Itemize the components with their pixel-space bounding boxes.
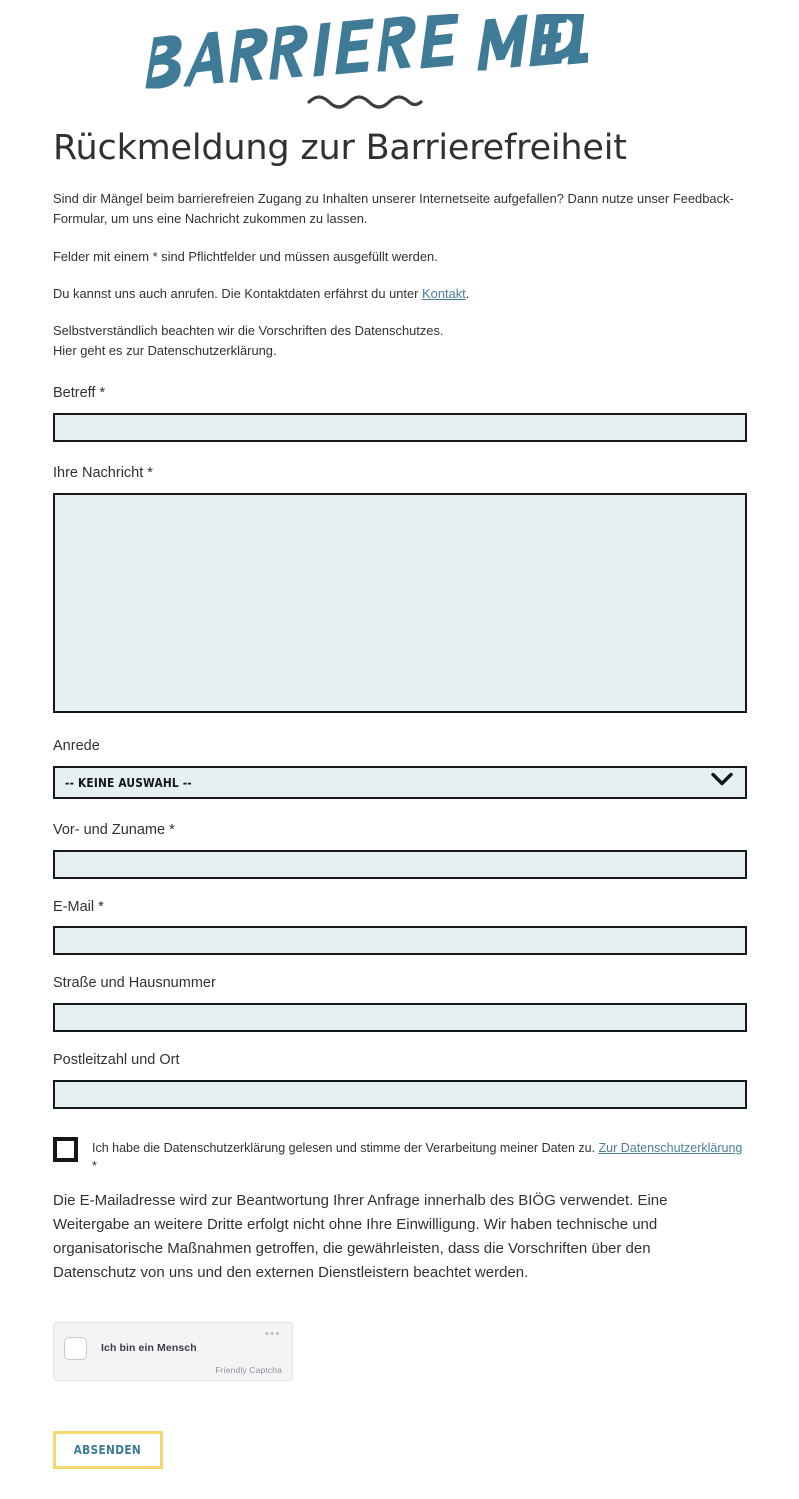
submit-button-label: ABSENDEN (73, 1443, 142, 1458)
consent-required-marker: * (92, 1159, 97, 1174)
field-street (53, 974, 747, 1032)
intro-paragraph-1: Sind dir Mängel beim barrierefreien Zugang zu Inhalten unserer Internetseite aufgefallen? Dann nutze unser Feedback-Formular, um uns eine Nachricht zukommen zu lassen. (53, 191, 734, 227)
salutation-select-box[interactable] (53, 766, 747, 799)
label-salutation: Anrede (53, 737, 100, 754)
salutation-select[interactable] (53, 766, 747, 799)
captcha-inner (64, 1332, 282, 1364)
field-salutation (53, 737, 747, 799)
friendly-captcha-widget[interactable] (53, 1322, 293, 1381)
field-message (53, 464, 747, 713)
consent-row (53, 1135, 747, 1175)
contact-text-before: Du kannst uns auch anrufen. Die Kontaktdaten erfährst du unter (53, 286, 423, 302)
site-logo (0, 0, 799, 128)
kontakt-link[interactable]: Kontakt (422, 286, 466, 302)
email-input[interactable] (53, 926, 747, 955)
label-street: Straße und Hausnummer (53, 975, 216, 992)
submit-button[interactable] (53, 1431, 163, 1469)
captcha-label: Ich bin ein Mensch (101, 1342, 197, 1355)
message-textarea[interactable] (53, 493, 747, 713)
intro-paragraph-4 (53, 321, 747, 361)
logo-wave-underline (305, 90, 425, 112)
postal-input[interactable] (53, 1080, 747, 1109)
submit-area (53, 1431, 747, 1499)
label-message: Ihre Nachricht * (53, 465, 153, 482)
consent-label (92, 1135, 747, 1175)
captcha-checkbox[interactable] (64, 1337, 87, 1360)
captcha-brand-label: Friendly Captcha (215, 1365, 282, 1376)
label-subject: Betreff * (53, 385, 106, 402)
field-postal (53, 1051, 747, 1109)
main-content (0, 128, 799, 1499)
label-postal: Postleitzahl und Ort (53, 1052, 180, 1069)
intro-paragraph-3 (53, 284, 747, 304)
page-title: Rückmeldung zur Barrierefreiheit (53, 128, 627, 168)
privacy-line-1: Selbstverständlich beachten wir die Vorschriften des Datenschutzes. (53, 323, 444, 339)
label-fullname: Vor- und Zuname * (53, 821, 175, 838)
label-email: E-Mail * (53, 898, 104, 915)
field-fullname (53, 821, 747, 879)
street-input[interactable] (53, 1003, 747, 1032)
contact-text-after: . (465, 286, 470, 302)
fullname-input[interactable] (53, 850, 747, 879)
datenschutz-link[interactable]: Zur Datenschutzerklärung (598, 1141, 743, 1156)
consent-checkbox[interactable] (53, 1137, 78, 1162)
privacy-line-2: Hier geht es zur Datenschutzerklärung. (53, 343, 277, 359)
intro-paragraph-2: Felder mit einem * sind Pflichtfelder und müssen ausgefüllt werden. (53, 249, 438, 265)
consent-text: Ich habe die Datenschutzerklärung gelesen und stimme der Verarbeitung meiner Daten zu. (92, 1141, 599, 1156)
salutation-selected-value: -- KEINE AUSWAHL -- (65, 774, 192, 790)
captcha-menu-icon[interactable]: ••• (264, 1328, 281, 1341)
field-subject (53, 384, 747, 442)
field-email (53, 898, 747, 956)
subject-input[interactable] (53, 413, 747, 442)
privacy-note: Die E-Mailadresse wird zur Beantwortung Ihrer Anfrage innerhalb des BIÖG verwendet. Eine Weitergabe an weitere Dritte erfolgt nicht ohne Ihre Einwilligung. Wir haben technische und organisatorische Maßnahmen getroffen, die gewährleisten, dass die Vorschriften über den Datenschutz von uns und den externen Dienstleistern beachtet werden. (53, 1192, 668, 1282)
